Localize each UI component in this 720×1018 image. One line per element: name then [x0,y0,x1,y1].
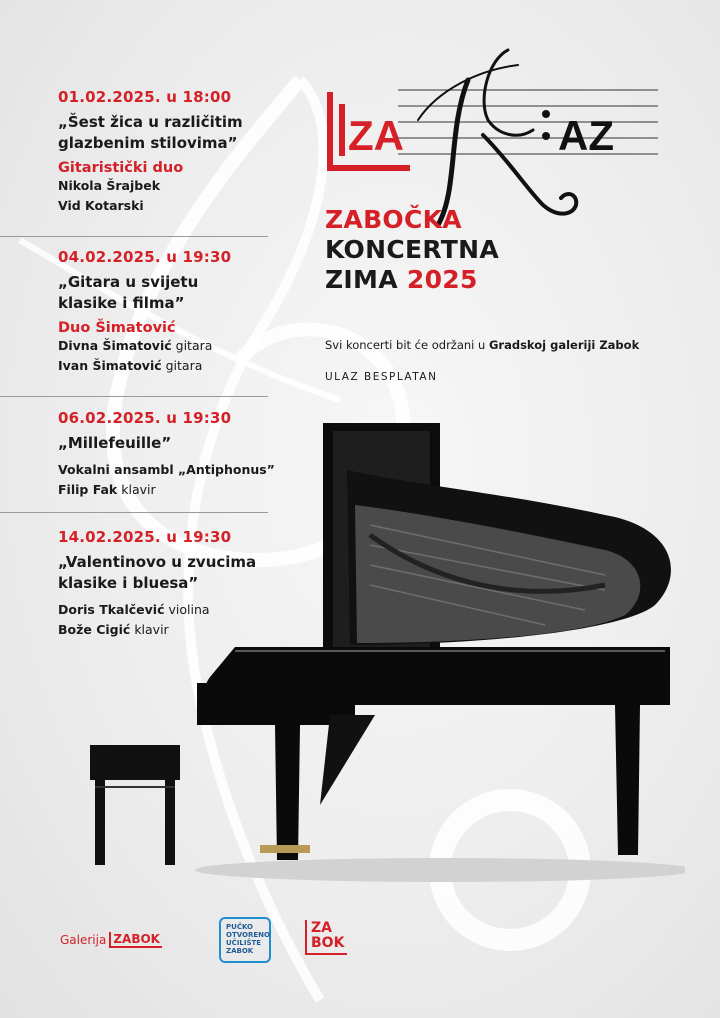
pou-line: UČILIŠTE [226,939,262,947]
concert-title-line-2: glazbenim stilovima” [58,134,238,152]
heading-line-1: ZABOČKA [325,205,462,234]
performer-role: klavir [121,482,156,497]
heading-zima: ZIMA [325,265,398,294]
pou-zabok-logo [219,917,271,963]
concert-group: Gitaristički duo [58,160,184,176]
pou-line: PUČKO [226,923,254,931]
divider-1 [0,236,268,237]
event-heading [325,205,499,295]
venue-prefix: Svi koncerti bit će održani u [325,338,489,352]
piano-bench [90,745,180,780]
performer [58,196,308,216]
performer [58,176,308,196]
performer-name: Filip Fak [58,482,118,497]
heading-line-3 [325,265,499,295]
piano-pedals [260,845,310,853]
floor-shadow [195,858,685,882]
piano-leg-back [615,705,640,855]
galerija-label: Galerija [60,933,107,947]
grand-piano-image [85,415,685,895]
performer-role: klavir [134,622,169,637]
performer-name: Vokalni ansambl „Antiphonus” [58,462,275,477]
concert-title-line-2: klasike i bluesa” [58,574,199,592]
concert-title [58,272,308,314]
concert-date: 14.02.2025. u 19:30 [58,528,232,546]
performer-name: Vid Kotarski [58,198,144,213]
performer [58,356,308,376]
zabok-logo-line-2: BOK [311,935,345,951]
concert-title-line-1: „Šest žica u različitim [58,113,243,131]
performer [58,336,308,356]
performer-name: Bože Cigić [58,622,131,637]
performer-role: gitara [165,358,203,373]
performer-name: Divna Šimatović [58,338,172,353]
concert-2 [58,248,308,376]
concert-date: 04.02.2025. u 19:30 [58,248,232,266]
piano-leg-front [275,725,300,860]
logo-za-text: ZA [348,112,404,159]
concert-title-line-2: klasike i filma” [58,294,185,312]
logo-az-text: AZ [558,112,614,159]
concert-title-line-1: „Valentinovo u zvucima [58,553,257,571]
concert-date: 01.02.2025. u 18:00 [58,88,232,106]
galerija-zabok-text: ZABOK [109,932,162,948]
concert-date: 06.02.2025. u 19:30 [58,409,232,427]
concert-group: Duo Šimatović [58,320,176,336]
performer-role: gitara [175,338,213,353]
divider-2 [0,396,268,397]
concert-title-line-1: „Gitara u svijetu [58,273,199,291]
heading-line-2: KONCERTNA [325,235,500,264]
heading-year: 2025 [406,265,478,294]
zabok-city-logo [305,920,347,955]
venue-name: Gradskoj galeriji Zabok [488,338,640,352]
performer-name: Ivan Šimatović [58,358,162,373]
galerija-zabok-logo [60,932,162,948]
free-entry: ULAZ BESPLATAN [325,371,438,383]
venue-info [325,338,639,352]
pou-line: ZABOK [226,947,254,955]
performer-name: Doris Tkalčević [58,602,165,617]
concert-title [58,112,308,154]
concert-title-line-1: „Millefeuille” [58,434,172,452]
performer-name: Nikola Šrajbek [58,178,161,193]
performer-role: violina [168,602,210,617]
zabok-logo-line-1: ZA [311,920,332,936]
concert-1 [58,88,308,216]
pou-line: OTVORENO [226,931,270,939]
